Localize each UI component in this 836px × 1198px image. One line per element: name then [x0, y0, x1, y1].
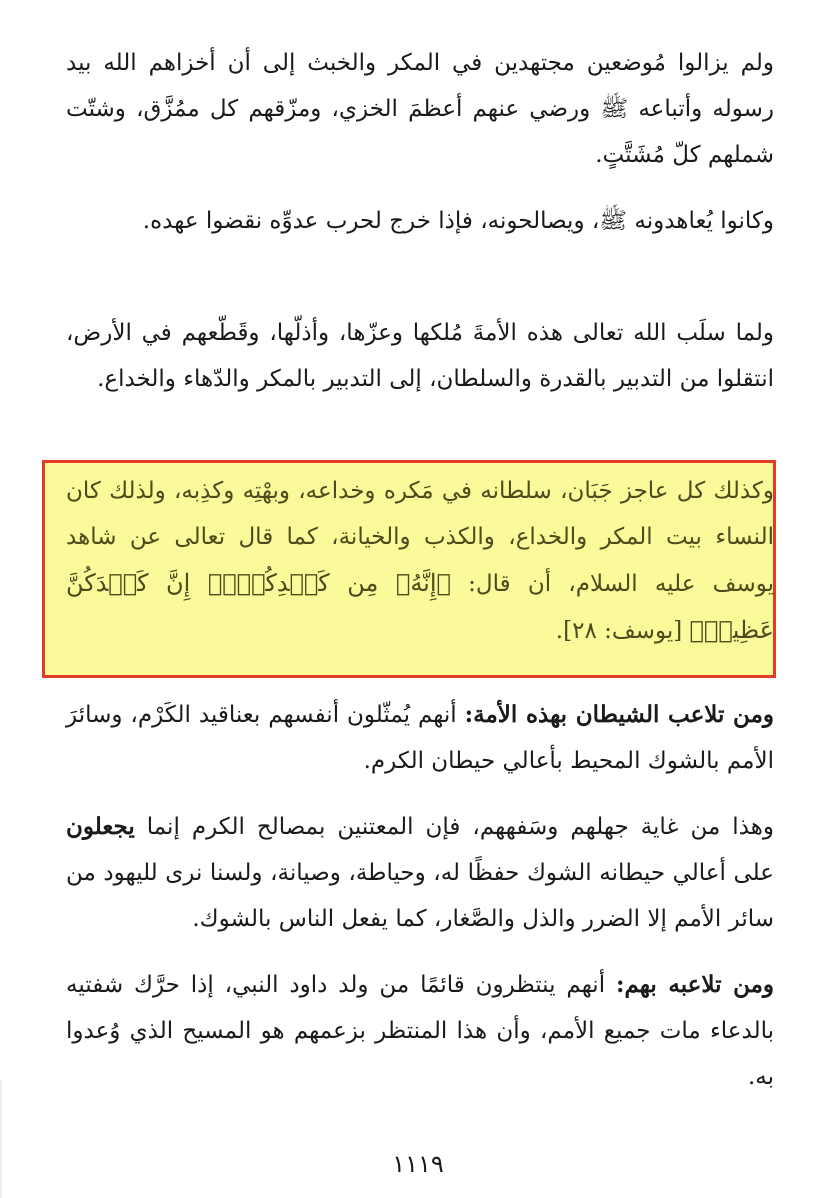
page-number: ١١١٩	[392, 1150, 444, 1178]
paragraph-5-lead: ومن تلاعب الشيطان بهذه الأمة:	[464, 701, 774, 728]
highlighted-paragraph	[66, 468, 774, 654]
scan-edge-divider	[0, 1080, 2, 1198]
paragraph-3	[66, 310, 774, 402]
paragraph-7	[66, 962, 774, 1100]
highlighted-paragraph-text: وكذلك كل عاجز جَبَان، سلطانه في مَكره وخداعه، وبهْتِه وكذِبه، ولذلك كان النساء بيت المكر والخداع، والكذب والخيانة، كما قال تعالى عن شاهد يوسف عليه السلام، أن قال:	[66, 478, 774, 597]
paragraph-6-text-after: على أعالي حيطانه الشوك حفظًا له، وحياطة، وصيانة، ولسنا نرى لليهود من سائر الأمم إلا الضرر والذل والصَّغار، كما يفعل الناس بالشوك.	[66, 860, 774, 932]
paragraph-6-text-before: وهذا من غاية جهلهم وسَفههم، فإن المعتنين بمصالح الكرم إنما	[134, 814, 774, 840]
paragraph-1	[66, 40, 774, 178]
paragraph-7-lead: ومن تلاعبه بهم:	[615, 971, 775, 998]
paragraph-6	[66, 804, 774, 942]
quran-verse: ﴿إِنَّهُۥ مِن كَيۡدِكُنَّۖ إِنَّ كَيۡدَكُنَّ عَظِيمٞ﴾	[66, 569, 774, 644]
paragraph-5	[66, 692, 774, 784]
paragraph-1-text: ولم يزالوا مُوضعين مجتهدين في المكر والخبث إلى أن أخزاهم الله بيد رسوله وأتباعه ﷺ ورضي عنهم أعظمَ الخزي، ومزّقهم كل ممُزَّق، وشتّت شملهم كلّ مُشَتَّتٍ.	[66, 50, 774, 168]
paragraph-2	[66, 198, 774, 244]
paragraph-3-text: ولما سلَب الله تعالى هذه الأمةَ مُلكها وعزّها، وأذلّها، وقَطّعهم في الأرض، انتقلوا من التدبير بالقدرة والسلطان، إلى التدبير بالمكر والدّهاء والخداع.	[66, 320, 774, 392]
paragraph-5-text: أنهم يُمثّلون أنفسهم بعناقيد الكَرْم، وسائرَ الأمم بالشوك المحيط بأعالي حيطان الكرم.	[66, 702, 774, 774]
paragraph-6-bold-word: يجعلون	[66, 813, 135, 840]
paragraph-2-text: وكانوا يُعاهدونه ﷺ، ويصالحونه، فإذا خرج لحرب عدوِّه نقضوا عهده.	[142, 208, 774, 234]
paragraph-7-text: أنهم ينتظرون قائمًا من ولد داود النبي، إذا حرَّك شفتيه بالدعاء مات جميع الأمم، وأن هذا المنتظر بزعمهم هو المسيح الذي وُعدوا به.	[66, 972, 774, 1090]
verse-reference: [يوسف: ٢٨].	[555, 618, 690, 644]
